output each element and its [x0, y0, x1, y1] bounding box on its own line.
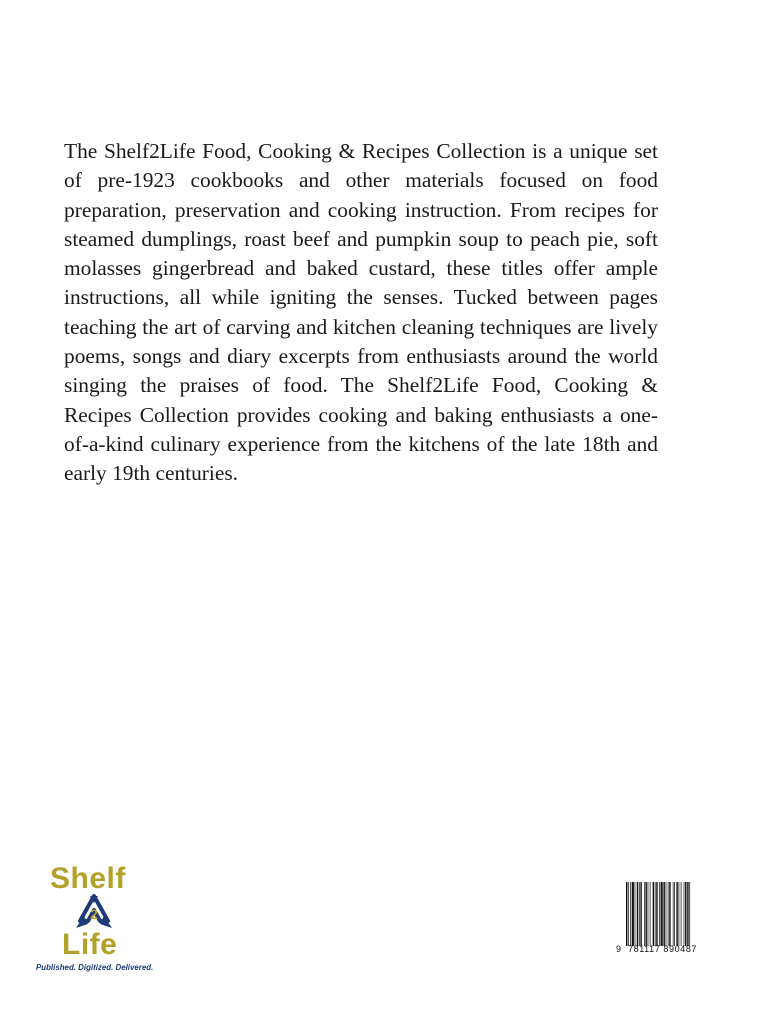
- barcode-bar: [640, 882, 641, 946]
- barcode-bars: [626, 882, 710, 946]
- barcode-bar: [669, 882, 670, 946]
- barcode-digits: 781117 890487: [628, 944, 698, 954]
- barcode-bar: [668, 882, 669, 946]
- barcode-bar: [684, 882, 685, 946]
- barcode-bar: [644, 882, 645, 946]
- barcode-lead-digit: 9: [616, 944, 622, 954]
- logo-numeral: 2: [90, 906, 98, 922]
- barcode-bar: [681, 882, 682, 946]
- back-cover-description: The Shelf2Life Food, Cooking & Recipes Collection is a unique set of pre-1923 cookbooks and other materials focused on food preparation, preservation and cooking instruction. From recipes for steamed dumplings, roast beef and pumpkin soup to peach pie, soft molasses gingerbread and baked custard, these titles offer ample instructions, all while igniting the senses. Tucked between pages teaching the art of carving and kitchen cleaning techniques are lively poems, songs and diary excerpts from enthusiasts around the world singing the praises of food. The Shelf2Life Food, Cooking & Recipes Collection provides cooking and baking enthusiasts a one-of-a-kind culinary experience from the kitchens of the late 18th and early 19th centuries.: [64, 139, 658, 486]
- barcode-bar: [663, 882, 664, 946]
- isbn-barcode: [616, 880, 712, 964]
- barcode-bar: [666, 882, 667, 946]
- barcode-bar: [632, 882, 634, 946]
- barcode-bar: [626, 882, 627, 946]
- barcode-bar: [630, 882, 631, 946]
- barcode-bar: [635, 882, 636, 946]
- barcode-bar: [655, 882, 656, 946]
- barcode-bar: [674, 882, 675, 946]
- barcode-bar: [679, 882, 680, 946]
- barcode-bar: [673, 882, 674, 946]
- barcode-bar: [639, 882, 640, 946]
- barcode-bar: [650, 882, 651, 946]
- logo-word-life: Life: [62, 928, 118, 961]
- barcode-bar: [653, 882, 654, 946]
- barcode-bar: [656, 882, 657, 946]
- barcode-bar: [689, 882, 690, 946]
- barcode-bar: [637, 882, 638, 946]
- barcode-bar: [685, 882, 686, 946]
- barcode-bar: [645, 882, 646, 946]
- barcode-bar: [659, 882, 660, 946]
- logo-word-shelf: Shelf: [50, 862, 126, 895]
- logo-tagline: Published. Digitized. Delivered.: [36, 962, 154, 972]
- barcode-bar: [661, 882, 663, 946]
- barcode-bar: [648, 882, 649, 946]
- barcode-bar: [628, 882, 629, 946]
- recycle-arrows-icon: [70, 894, 118, 932]
- shelf2life-logo: [34, 862, 166, 974]
- barcode-bar: [687, 882, 688, 946]
- barcode-bar: [676, 882, 677, 946]
